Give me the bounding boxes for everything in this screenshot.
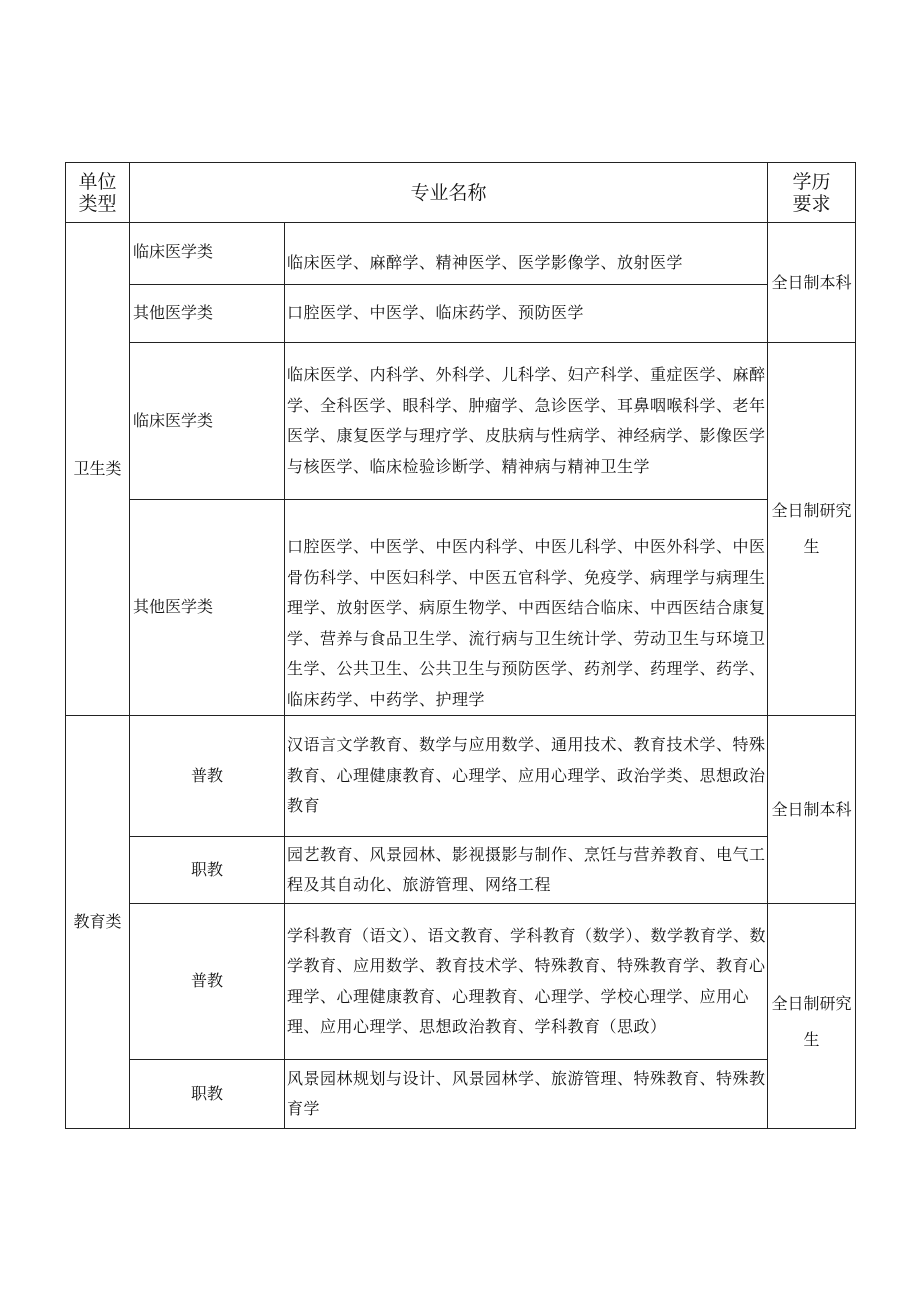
majors-table: [65, 162, 856, 1129]
education-requirement: 全日制本科: [768, 716, 856, 904]
header-unit-type: 单位 类型: [66, 163, 130, 223]
category-cell: 临床医学类: [130, 223, 285, 285]
table-row: [66, 500, 856, 716]
unit-education: 教育类: [66, 716, 130, 1129]
category-cell: 职教: [130, 1060, 285, 1129]
category-cell: 其他医学类: [130, 500, 285, 716]
category-cell: 其他医学类: [130, 285, 285, 343]
table-row: [66, 716, 856, 837]
majors-cell: 临床医学、麻醉学、精神医学、医学影像学、放射医学: [285, 223, 768, 285]
education-requirement: 全日制研究生: [768, 343, 856, 716]
category-cell: 普教: [130, 904, 285, 1060]
unit-health: 卫生类: [66, 223, 130, 716]
majors-cell: 口腔医学、中医学、临床药学、预防医学: [285, 285, 768, 343]
header-row: [66, 163, 856, 223]
majors-cell: 口腔医学、中医学、中医内科学、中医儿科学、中医外科学、中医骨伤科学、中医妇科学、中医五官科学、免疫学、病理学与病理生理学、放射医学、病原生物学、中西医结合临床、中西医结合康复学、营养与食品卫生学、流行病与卫生统计学、劳动卫生与环境卫生学、公共卫生、公共卫生与预防医学、药剂学、药理学、药学、临床药学、中药学、护理学: [285, 500, 768, 716]
education-requirement: 全日制本科: [768, 223, 856, 343]
category-cell: 临床医学类: [130, 343, 285, 500]
majors-cell: 学科教育（语文）、语文教育、学科教育（数学）、数学教育学、数学教育、应用数学、教育技术学、特殊教育、特殊教育学、教育心理学、心理健康教育、心理教育、心理学、学校心理学、应用心理、应用心理学、思想政治教育、学科教育（思政）: [285, 904, 768, 1060]
majors-cell: 风景园林规划与设计、风景园林学、旅游管理、特殊教育、特殊教育学: [285, 1060, 768, 1129]
table-row: [66, 343, 856, 500]
majors-cell: 园艺教育、风景园林、影视摄影与制作、烹饪与营养教育、电气工程及其自动化、旅游管理、网络工程: [285, 837, 768, 904]
table-row: [66, 285, 856, 343]
table-row: [66, 904, 856, 1060]
table-row: [66, 1060, 856, 1129]
category-cell: 普教: [130, 716, 285, 837]
table-row: [66, 837, 856, 904]
education-requirement: 全日制研究生: [768, 904, 856, 1129]
table-row: [66, 223, 856, 285]
header-major-name: 专业名称: [130, 163, 768, 223]
majors-cell: 临床医学、内科学、外科学、儿科学、妇产科学、重症医学、麻醉学、全科医学、眼科学、肿瘤学、急诊医学、耳鼻咽喉科学、老年医学、康复医学与理疗学、皮肤病与性病学、神经病学、影像医学与核医学、临床检验诊断学、精神病与精神卫生学: [285, 343, 768, 500]
header-education: 学历 要求: [768, 163, 856, 223]
majors-cell: 汉语言文学教育、数学与应用数学、通用技术、教育技术学、特殊教育、心理健康教育、心理学、应用心理学、政治学类、思想政治教育: [285, 716, 768, 837]
category-cell: 职教: [130, 837, 285, 904]
